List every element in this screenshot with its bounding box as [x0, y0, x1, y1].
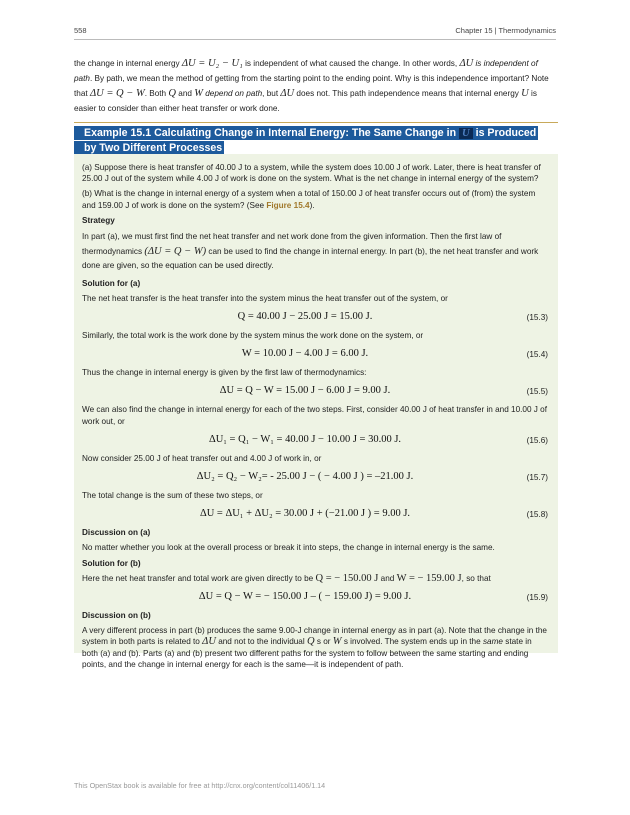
chapter-title: Chapter 15 | Thermodynamics — [455, 26, 556, 35]
math-inline: (ΔU = Q − W) — [144, 245, 207, 257]
discussion-b-text: s or — [316, 637, 331, 647]
intro-text: , but — [262, 89, 279, 98]
page-footer: This OpenStax book is available for free at http://cnx.org/content/col11406/1.14 — [74, 781, 326, 790]
equation-body: ΔU = Q − W = 15.00 J − 6.00 J = 9.00 J. — [219, 385, 391, 397]
intro-text: . Both — [144, 89, 167, 98]
equation-15-9 — [82, 588, 548, 608]
math-inline: ΔU — [202, 636, 216, 648]
equation-body: ΔU₁ = Q₁ − W₁ = 40.00 J − 10.00 J = 30.00 J. — [208, 433, 402, 445]
strategy-paragraph — [82, 230, 548, 274]
solution-a-heading: Solution for (a) — [82, 278, 141, 288]
equation-15-8 — [82, 505, 548, 525]
equation-body: ΔU = Q − W = − 150.00 J – ( − 159.00 J) = 9.00 J. — [198, 590, 412, 602]
solution-a-paragraph: Similarly, the total work is the work done by the system minus the work done on the system, or — [82, 330, 424, 340]
equation-number: (15.6) — [526, 435, 548, 445]
page-header — [74, 26, 556, 38]
solution-b-paragraph — [82, 573, 548, 584]
strategy-text: can be used to find the change in internal energy. In part (b), the net heat transfer and work done are given, so the equation can be used directly. — [82, 246, 539, 271]
discussion-b-text: A very different process in part (b) produces the same 9.00-J change in internal energy as in part (a). Note that the change in the system in both parts is related to — [82, 626, 547, 647]
math-inline: Q = − 150.00 J — [315, 572, 379, 584]
discussion-a-heading: Discussion on (a) — [82, 528, 151, 538]
solution-a-paragraph: The total change is the sum of these two steps, or — [82, 490, 263, 500]
math-inline: ΔU = Q − W — [89, 88, 145, 99]
equation-body: Q = 40.00 J − 25.00 J = 15.00 J. — [237, 310, 373, 322]
solution-b-text: , so that — [461, 573, 491, 583]
equation-15-5 — [82, 382, 548, 402]
intro-text: the change in internal energy — [74, 59, 180, 68]
math-inline: ΔU — [459, 58, 474, 69]
math-inline: Q — [168, 88, 176, 99]
intro-text: is easier to consider than either heat transfer or work done. — [74, 89, 537, 113]
math-inline: ΔU = U₂ − U₁ — [181, 58, 243, 69]
intro-paragraph — [74, 56, 558, 116]
example-title-math: U — [459, 128, 473, 139]
discussion-b-text: and not to the individual — [218, 637, 305, 647]
discussion-b-text: s involved. The system ends up in the — [343, 637, 481, 647]
example-top-rule — [74, 122, 558, 123]
solution-a-paragraph: The net heat transfer is the heat transfer into the system minus the heat transfer out of the system, or — [82, 293, 448, 303]
math-inline: Q — [306, 636, 315, 648]
math-inline: W — [332, 636, 342, 648]
equation-body: W = 10.00 J − 4.00 J = 6.00 J. — [241, 348, 369, 360]
solution-b-heading: Solution for (b) — [82, 558, 141, 568]
discussion-b-emphasis: same — [482, 637, 503, 647]
intro-text: is independent of what caused the change. In other words, — [245, 59, 458, 68]
strategy-heading: Strategy — [82, 215, 115, 225]
header-rule — [74, 39, 556, 40]
intro-emphasis: depend on path — [205, 89, 263, 98]
part-b-text: ). — [309, 200, 315, 210]
strategy-text: In part (a), we must first find the net heat transfer and net work done from the given information. Then the first law of thermodynamics — [82, 232, 502, 256]
solution-a-paragraph: We can also find the change in internal energy for each of the two steps. First, consider 40.00 J of heat transfer in and 10.00 J of work out, or — [82, 405, 547, 426]
intro-emphasis: is independent of path — [74, 59, 538, 83]
intro-text: and — [178, 89, 192, 98]
example-title-text: Example 15.1 Calculating Change in Internal Energy: The Same Change in — [84, 127, 457, 139]
equation-body: ΔU₂ = Q₂ − W₂= - 25.00 J − ( − 4.00 J ) = –21.00 J. — [196, 470, 414, 482]
part-a-question: (a) Suppose there is heat transfer of 40.00 J to a system, while the system does 10.00 J of work. Later, there is heat transfer of 25.00 J out of the system while 4.00 J of work is done on the system. What is the net change in internal energy of the system? — [82, 163, 541, 184]
solution-b-text: and — [380, 573, 395, 583]
equation-number: (15.9) — [526, 592, 548, 602]
math-inline: W = − 159.00 J — [396, 572, 462, 584]
solution-b-text: Here the net heat transfer and total work are given directly to be — [82, 573, 314, 583]
equation-15-7 — [82, 468, 548, 488]
equation-body: ΔU = ΔU₁ + ΔU₂ = 30.00 J + (−21.00 J ) = 9.00 J. — [199, 508, 411, 520]
example-title-text: is Produced by Two Different Processes — [84, 127, 537, 154]
solution-a-paragraph: Thus the change in internal energy is given by the first law of thermodynamics: — [82, 368, 367, 378]
figure-link[interactable]: Figure 15.4 — [266, 200, 310, 210]
equation-number: (15.7) — [526, 472, 548, 482]
example-content — [82, 162, 548, 674]
math-inline: ΔU — [280, 88, 295, 99]
equation-15-6 — [82, 431, 548, 451]
page-number: 558 — [74, 26, 87, 35]
equation-number: (15.5) — [526, 387, 548, 397]
intro-text: does not. This path independence means that internal energy — [296, 89, 519, 98]
part-b-text: (b) What is the change in internal energy of a system when a total of 150.00 J of heat transfer occurs out of (from) the system and 159.00 J of work is done on the system? (See — [82, 189, 536, 210]
example-title — [74, 126, 544, 156]
equation-15-3 — [82, 308, 548, 328]
discussion-b-text: state in both (a) and (b). Parts (a) and (b) present two different paths for the system to follow between the same starting and ending points, and the change in internal energy for each is the same—it is independent of path. — [82, 637, 532, 669]
solution-a-paragraph: Now consider 25.00 J of heat transfer out and 4.00 J of work in, or — [82, 453, 322, 463]
equation-number: (15.3) — [526, 312, 548, 322]
part-b-question — [82, 188, 548, 210]
math-inline: W — [194, 88, 203, 99]
discussion-a-paragraph: No matter whether you look at the overall process or break it into steps, the change in internal energy is the same. — [82, 543, 495, 553]
intro-text: . By path, we mean the method of getting from the starting point to the ending point. Why is this independence important? Note that — [74, 74, 549, 98]
equation-number: (15.4) — [526, 350, 548, 360]
discussion-b-paragraph — [82, 625, 548, 670]
math-inline: U — [521, 88, 529, 99]
discussion-b-heading: Discussion on (b) — [82, 610, 151, 620]
equation-number: (15.8) — [526, 510, 548, 520]
equation-15-4 — [82, 345, 548, 365]
